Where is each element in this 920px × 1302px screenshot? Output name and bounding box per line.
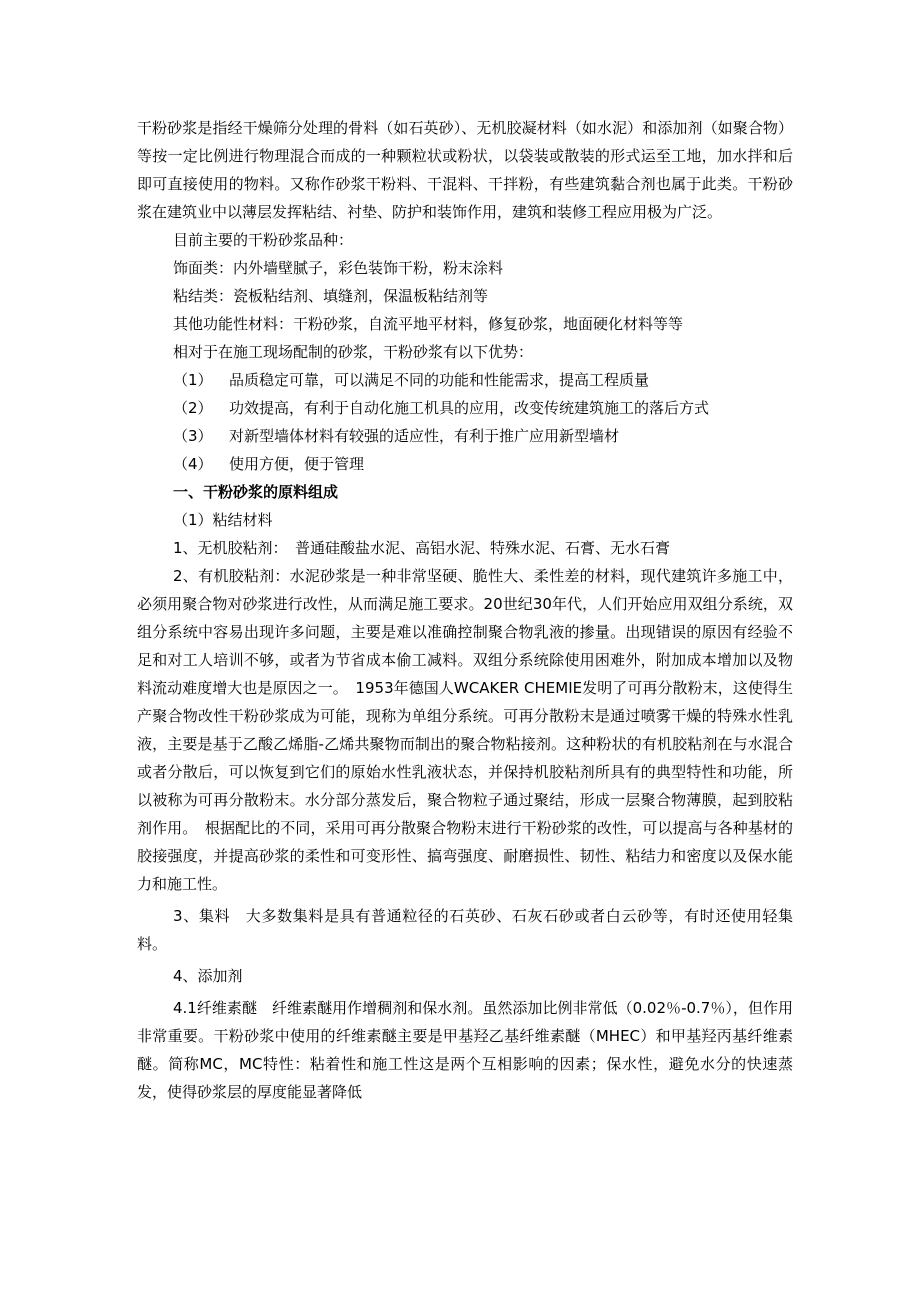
additives-heading: 4、添加剂: [173, 967, 243, 985]
variety-facing: 饰面类：内外墙壁腻子，彩色装饰干粉，粉末涂料: [173, 259, 504, 277]
varieties-title: 目前主要的干粉砂浆品种：: [173, 231, 354, 249]
subsection-binder: （1）粘结材料: [173, 511, 273, 529]
advantages-list: [137, 366, 793, 478]
list-item: [137, 394, 793, 422]
aggregate-paragraph: 3、集料 大多数集料是具有普通粒径的石英砂、石灰石砂或者白云砂等，有时还使用轻集料。: [137, 907, 793, 953]
organic-binder-paragraph: 2、有机胶粘剂：水泥砂浆是一种非常坚硬、脆性大、柔性差的材料，现代建筑许多施工中，必须用聚合物对砂浆进行改性，从而满足施工要求。20世纪30年代，人们开始应用双组分系统，双组分系统中容易出现许多问题，主要是难以准确控制聚合物乳液的掺量。出现错误的原因有经验不足和对工人培训不够，或者为节省成本偷工减料。双组分系统除使用困难外，附加成本增加以及物料流动难度增大也是原因之一。 1953年德国人WCAKER CHEMIE发明了可再分散粉末，这使得生产聚合物改性干粉砂浆成为可能，现称为单组分系统。可再分散粉末是通过喷雾干燥的特殊水性乳液，主要是基于乙酸乙烯脂-乙烯共聚物而制出的聚合物粘接剂。这种粉状的有机胶粘剂在与水混合或者分散后，可以恢复到它们的原始水性乳液状态，并保持机胶粘剂所具有的典型特性和功能，所以被称为可再分散粉末。水分部分蒸发后，聚合物粒子通过聚结，形成一层聚合物薄膜，起到胶粘剂作用。 根据配比的不同，采用可再分散聚合物粉末进行干粉砂浆的改性，可以提高与各种基材的胶接强度，并提高砂浆的柔性和可变形性、搞弯强度、耐磨损性、韧性、粘结力和密度以及保水能力和施工性。: [137, 567, 793, 893]
list-item: [137, 450, 793, 478]
list-text: 对新型墙体材料有较强的适应性，有利于推广应用新型墙材: [229, 427, 620, 445]
list-text: 品质稳定可靠，可以满足不同的功能和性能需求，提高工程质量: [229, 371, 650, 389]
list-text: 功效提高，有利于自动化施工机具的应用，改变传统建筑施工的落后方式: [229, 399, 710, 417]
list-number: （4）: [173, 455, 213, 473]
intro-paragraph: 干粉砂浆是指经干燥筛分处理的骨料（如石英砂）、无机胶凝材料（如水泥）和添加剂（如聚合物）等按一定比例进行物理混合而成的一种颗粒状或粉状，以袋装或散装的形式运至工地，加水拌和后即可直接使用的物料。又称作砂浆干粉料、干混料、干拌粉，有些建筑黏合剂也属于此类。干粉砂浆在建筑业中以薄层发挥粘结、衬垫、防护和装饰作用，建筑和装修工程应用极为广泛。: [137, 119, 793, 221]
list-number: （3）: [173, 427, 213, 445]
document-body: [137, 114, 793, 1106]
list-number: （1）: [173, 371, 213, 389]
cellulose-ether-paragraph: 4.1纤维素醚 纤维素醚用作增稠剂和保水剂。虽然添加比例非常低（0.02％-0.7％），但作用非常重要。干粉砂浆中使用的纤维素醚主要是甲基羟乙基纤维素醚（MHEC）和甲基羟丙基纤维素醚。简称MC，MC特性：粘着性和施工性这是两个互相影响的因素；保水性，避免水分的快速蒸发，使得砂浆层的厚度能显著降低: [137, 999, 793, 1101]
advantages-title: 相对于在施工现场配制的砂浆，干粉砂浆有以下优势：: [173, 343, 534, 361]
inorganic-binder-paragraph: 1、无机胶粘剂： 普通硅酸盐水泥、高铝水泥、特殊水泥、石膏、无水石膏: [173, 539, 671, 557]
list-item: [137, 422, 793, 450]
variety-functional: 其他功能性材料：干粉砂浆，自流平地平材料，修复砂浆，地面硬化材料等等: [173, 315, 684, 333]
list-text: 使用方便，便于管理: [229, 455, 365, 473]
section-heading: 一、干粉砂浆的原料组成: [173, 483, 339, 501]
list-item: [137, 366, 793, 394]
list-number: （2）: [173, 399, 213, 417]
variety-bonding: 粘结类：瓷板粘结剂、填缝剂，保温板粘结剂等: [173, 287, 489, 305]
